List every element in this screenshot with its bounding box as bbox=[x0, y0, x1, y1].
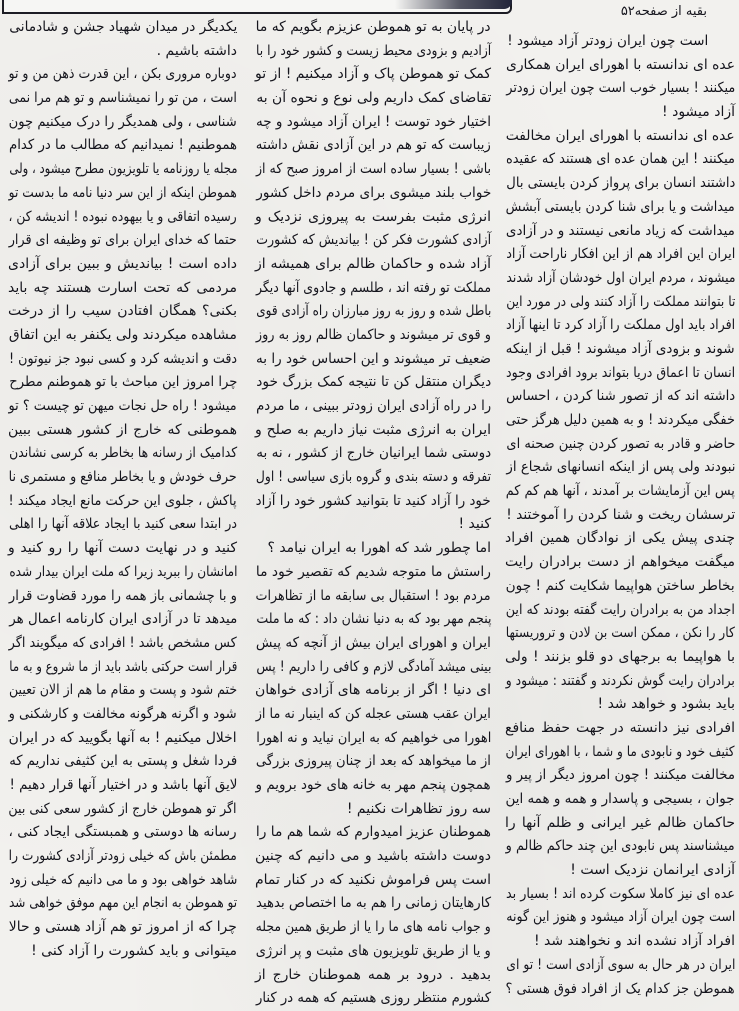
text-line: جوان ، بسیجی و پاسدار و همه و همه این bbox=[505, 791, 735, 807]
text-line: خواب بلند میشوی برای مردم داخل کشور bbox=[255, 184, 491, 201]
text-line: کار را نکن ، ممکن است بن لادن و تروریستها bbox=[505, 625, 735, 642]
text-line: راستش ما متوجه شدیم که تقصیر خود ما bbox=[255, 563, 491, 580]
text-line: خود را آزاد کنید تا بتوانید کشور خود را آزاد bbox=[255, 492, 491, 509]
text-line: امانشان را ببرید زیرا که ملت ایران بیدار شده bbox=[8, 563, 237, 580]
text-line: مطمئن باش که خیلی زودتر آزادی کشورت را bbox=[8, 848, 238, 865]
text-line: شود و اگرنه هرگونه مخالفت و کارشکنی و bbox=[8, 705, 237, 722]
paragraph bbox=[505, 954, 735, 1001]
text-line: تو هموطن به انجام این مهم موفق خواهی شد bbox=[8, 895, 237, 912]
text-line: انرژی مثبت بفرست به پیروزی نزدیک و bbox=[255, 208, 491, 225]
text-line: سه روز تظاهرات نکنیم ! bbox=[346, 800, 491, 817]
paragraph bbox=[505, 30, 735, 54]
text-line: آزاد شده و حاکمان ظالم برای همیشه از bbox=[255, 255, 491, 272]
text-line: دوست داشته باشید و می دانیم که چنین bbox=[255, 848, 491, 865]
text-line: و با چشمانی باز همه را مورد قضاوت قرار bbox=[8, 587, 237, 604]
text-line: در پایان به تو هموطن عزیزم بگویم که ما bbox=[255, 19, 491, 35]
text-line: چرا امروز این مباحث با تو هموطنم مطرح bbox=[8, 374, 237, 391]
text-line: کنید و در نهایت دست آنها را رو کنید و bbox=[8, 540, 237, 557]
text-line: داشتند انسان برای پرواز کردن بایستی بال bbox=[505, 175, 735, 192]
text-line: باطل شده و روز به روز مبارزان راه آزادی قوی bbox=[255, 303, 491, 320]
text-line: انسان تا اعماق دریا بتواند برود افرادی وجود bbox=[505, 364, 735, 381]
text-line: ایران عقب هستی عجله کن که اینبار نه ما از bbox=[255, 705, 491, 722]
text-line: اجداد من به برادران رایت گفته بودند که این bbox=[505, 601, 735, 618]
text-line: شاهد خواهی بود و ما می دانیم که خیلی زود bbox=[8, 871, 238, 888]
text-line: قرار است حرکتی باشد باید از ما شروع و به ما bbox=[8, 658, 237, 675]
text-line: بدهید . درود بر همه هموطنان خارج از bbox=[255, 966, 491, 983]
text-line: عده ای ندانسته با اهورای ایران همکاری bbox=[505, 56, 735, 73]
text-line: از ما میخواهد که بعد از چنان پیروزی بزرگی bbox=[255, 753, 491, 770]
text-line: بکنی؟ همگان افتادن سیب را از درخت bbox=[8, 303, 237, 320]
text-line: میکنند ! بسیار خوب است چون ایران زودتر bbox=[505, 80, 735, 97]
text-line: آزاد میشود ! bbox=[662, 104, 735, 121]
text-line: حتما که خدای ایران برای تو وظیفه ای قرار bbox=[8, 232, 237, 249]
continued-from-label: بقیه از صفحه۵۲ bbox=[620, 4, 707, 19]
text-line: ترسشان ریخت و شنا کردن را آموختند ! bbox=[505, 506, 735, 523]
text-line: کارهایتان زمانی را هم به ما اختصاص بدهید bbox=[255, 895, 491, 912]
text-line: ایران این افراد هم از این افکار ناراحت آزاد bbox=[505, 246, 735, 263]
paragraph bbox=[8, 513, 237, 797]
text-line: ختم شود و پست و مقام ما هم از الان تعیین bbox=[8, 682, 238, 699]
text-line: اخلال میکنیم ! به آنها بگویید که در ایران bbox=[8, 729, 237, 746]
box-frame-shadow bbox=[395, 0, 512, 9]
text-line: میداشت و یا برای شنا کردن بایستی آبشش bbox=[505, 198, 735, 215]
text-line: خفگی میکردند ! و به همین دلیل هرگز حتی bbox=[505, 412, 735, 428]
paragraph bbox=[505, 883, 735, 954]
text-line: افراد آزاد نشده اند و نخواهند شد ! bbox=[533, 933, 735, 950]
text-line: تفرقه و دسته بندی و گروه بازی سیاسی ! اول bbox=[255, 469, 491, 486]
text-line: لایق آنها باشد و در اختیار آنها قرار دهیم ! bbox=[8, 777, 237, 793]
text-line: است چون ایران آزاد میشود و هنوز این گونه bbox=[505, 909, 735, 926]
text-line: دیگران منتقل کن تا نتیجه کمک بزرگ خود bbox=[255, 374, 491, 391]
text-line: پاکش ، جلوی این حرکت مانع ایجاد میکند ! bbox=[8, 492, 238, 509]
text-line: افرادی نیز دانسته در جهت حفظ منافع bbox=[505, 719, 735, 736]
text-line: افراد باید اول مملکت را آزاد کرد تا اینها آزاد bbox=[505, 317, 735, 334]
paragraph bbox=[8, 63, 237, 371]
text-line: در ابتدا سعی کنید با ایجاد علاقه آنها را اهلی bbox=[8, 516, 238, 533]
text-line: است چون ایران زودتر آزاد میشود ! bbox=[506, 33, 708, 49]
paragraph bbox=[255, 537, 491, 561]
text-line: و یا از طریق تلویزیون های مثبت و پر انرژی bbox=[255, 942, 491, 959]
text-line: رسیده اتفاقی و یا بیهوده نبوده ! اندیشه کن ، bbox=[8, 208, 237, 225]
text-line: پنجم مهر بود که به دنیا نشان داد : که ما ملت bbox=[255, 611, 491, 628]
text-line: اگر تو هموطن خارج از کشور سعی کنی بین bbox=[8, 800, 238, 817]
text-line: برادران رایت گوش نکردند و گفتند : میشود و bbox=[505, 672, 735, 689]
paragraph bbox=[505, 717, 735, 883]
text-line: آزادی کشورت فکر کن ! بیاندیش که کشورت bbox=[255, 232, 491, 249]
column-right bbox=[505, 0, 735, 1001]
text-line: رسانه ها دوستی و همبستگی ایجاد کنی ، bbox=[8, 824, 238, 841]
text-line: شوند و بزودی آزاد میشوند ! قبل از اینکه bbox=[505, 340, 735, 357]
paragraph bbox=[255, 16, 491, 537]
text-line: هموطن جز کدام یک از افراد فوق هستی ؟ bbox=[505, 980, 735, 997]
text-line: مردمی که تحت اسارت هستند چه باید bbox=[8, 279, 237, 296]
text-line: میکنند ! این همان عده ای هستند که عقیده bbox=[505, 151, 735, 168]
text-line: اهورا می خواهیم که به ایران نیاید و نه اهورا bbox=[255, 729, 491, 746]
text-line: حاضر و قادر به تصور کردن چنین صحنه ای bbox=[505, 435, 735, 452]
text-line: میتوانی و باید کشورت را آزاد کنی ! bbox=[31, 942, 237, 959]
text-line: هموطنیم ! نمیدانیم که مطالب ما در کدام bbox=[8, 137, 237, 154]
text-line: است پس فراموش نکنید که در کنار تمام bbox=[255, 871, 491, 888]
text-line: کمک تو هموطن پاک و آزاد میکنیم ! از تو bbox=[255, 66, 491, 83]
text-line: حاکمان ظالم غیر ایرانی و ظلم آنها را bbox=[505, 814, 735, 831]
text-line: بخاطر ساختن هواپیما شکایت کنم ! چون bbox=[505, 577, 735, 594]
text-line: مخالفت میکنند ! چون امروز دیگر از پیر و bbox=[505, 767, 735, 784]
text-line: کشورم منتظر روزی هستیم که همه در کنار bbox=[255, 990, 491, 1007]
column-right-body bbox=[505, 30, 735, 1001]
text-line: با هواپیما به برجهای دو قلو بزنند ! ولی bbox=[505, 648, 735, 665]
text-line: ایران و اهورای ایران بیش از آنچه که پیش bbox=[255, 634, 491, 651]
text-line: و قوی تر میشوند و حاکمان ظالم روز به روز bbox=[255, 326, 491, 343]
text-line: آزادی ایرانمان نزدیک است ! bbox=[570, 862, 735, 879]
paragraph bbox=[505, 54, 735, 125]
text-line: ای دنیا ! اگر از برنامه های آزادی خواهان bbox=[255, 682, 491, 699]
column-middle bbox=[255, 16, 491, 1011]
text-line: کثیف خود و نابودی ما و شما ، با اهورای ایران bbox=[505, 743, 735, 760]
text-line: چندی پیش یکی از نوادگان همین افراد bbox=[505, 530, 735, 547]
text-line: اختیار خود توست ! ایران آزاد میشود و چه bbox=[255, 113, 491, 130]
text-line: میشوند ، مردم ایران اول خودشان آزاد شدند bbox=[505, 269, 735, 286]
paragraph bbox=[8, 371, 237, 513]
text-line: داده است ! بیاندیش و ببین برای آزادی bbox=[8, 255, 237, 272]
text-line: هموطن اینکه از این سر دنیا نامه ما بدست تو bbox=[8, 184, 237, 201]
text-line: همچون پنجم مهر به خانه های خود برویم و bbox=[255, 777, 491, 793]
paragraph bbox=[255, 821, 491, 1011]
text-line: میشناسند پس نابودی این چند حاکم ظالم و bbox=[505, 838, 735, 855]
text-line: تا بتوانند مملکت را آزاد کنند ولی در مورد این bbox=[505, 293, 735, 310]
text-line: را در راه آزادی ایران زودتر ببینی ، ما مردم bbox=[255, 398, 491, 414]
text-line: است ، من تو را نمیشناسم و تو هم مرا نمی bbox=[8, 90, 238, 107]
text-line: مشاهده میکردند ولی یکنفر به این اتفاق bbox=[8, 326, 238, 343]
paragraph bbox=[8, 798, 237, 964]
text-line: نبودند ولی پس از اینکه انسانهای شجاع از bbox=[505, 459, 735, 476]
text-line: آزادیم و بزودی محیط زیست و کشور خود را با bbox=[255, 42, 491, 59]
text-line: کس مشخص باشد ! افرادی که میگویند اگر bbox=[8, 634, 238, 651]
text-line: باید بشود و خواهد شد ! bbox=[597, 696, 735, 713]
text-line: میگفت میخواهم از دست برادران رایت bbox=[505, 554, 735, 571]
text-line: تقاضای کمک داریم ولی نوع و نحوه آن به bbox=[255, 90, 491, 107]
text-line: باشی ! بسیار ساده است از امروز صبح که از bbox=[255, 161, 491, 178]
text-line: بینی میشد آمادگی لازم و کافی را داریم ! پس bbox=[255, 658, 491, 675]
text-line: ایران به انرژی مثبت نیاز داریم به صلح و bbox=[255, 421, 491, 438]
column-middle-body bbox=[255, 16, 491, 1011]
text-line: میدهد تا در آزادی ایران کارنامه اعمال هر bbox=[8, 611, 238, 628]
text-line: پس این آزمایشات بر آمدند ، آنها هم کم کم bbox=[505, 483, 735, 500]
text-line: عده ای نیز کاملا سکوت کرده اند ! بسیار بد bbox=[505, 885, 735, 902]
text-line: مملکت تو رفته اند ، طلسم و جادوی آنها دیگر bbox=[255, 279, 491, 296]
text-line: اما چطور شد که اهورا به ایران نیامد ؟ bbox=[267, 540, 491, 557]
text-line: هموطنان عزیز امیدوارم که شما هم ما را bbox=[255, 824, 491, 841]
text-line: عده ای ندانسته با اهورای ایران مخالفت bbox=[505, 127, 735, 144]
text-line: کدامیک از رسانه ها بخاطر به کرسی نشاندن bbox=[8, 445, 237, 462]
text-line: یکدیگر در میدان شهیاد جشن و شادمانی bbox=[8, 19, 237, 35]
text-line: ضعیف تر میشوند و این احساس خود را به bbox=[255, 350, 491, 367]
text-line: دوباره مروری بکن ، این قدرت ذهن من و تو bbox=[8, 66, 238, 83]
text-line: چرا که از امروز تو هم آزاد هستی و حالا bbox=[8, 919, 238, 936]
text-line: فردا شغل و پستی به این کثیفی نداریم که bbox=[8, 753, 237, 770]
text-line: داشته باشیم . bbox=[156, 42, 237, 59]
text-line: مردم بود ! استقبال بی سابقه ما از تظاهرات bbox=[255, 587, 491, 604]
column-left bbox=[8, 16, 237, 964]
paragraph bbox=[505, 125, 735, 717]
paragraph bbox=[8, 16, 237, 63]
text-line: کنید ! bbox=[458, 516, 491, 533]
text-line: میداشت که زیاد مانعی نیستند و در آزادی bbox=[505, 222, 735, 239]
text-line: میشود ! راه حل نجات میهن تو چیست ؟ تو bbox=[8, 398, 237, 414]
text-line: مجله یا روزنامه یا تلویزیون مطرح میشود ، ولی bbox=[8, 161, 237, 178]
text-line: حرف خودش و یا بخاطر منافع و مستمری نا bbox=[8, 469, 237, 486]
text-line: دوستی شما ایرانیان خارج از کشور ، نه به bbox=[255, 445, 491, 462]
text-line: زیباست که تو هم در این آزادی نقش داشته bbox=[255, 137, 491, 154]
text-line: ایران در هر حال به سوی آزادی است ! تو ای bbox=[505, 956, 735, 973]
text-line: و جواب نامه های ما را یا از طریق همین مجله bbox=[255, 919, 491, 936]
text-line: هموطنی که خارج از کشور هستی ببین bbox=[8, 421, 237, 438]
column-left-body bbox=[8, 16, 237, 964]
text-line: دقت و اندیشه کرد و کسی نبود جز نیوتون ! bbox=[8, 350, 238, 367]
text-line: شناسی ، ولی همدیگر را درک میکنیم چون bbox=[8, 113, 237, 130]
text-line: داشته اند که از تصور شنا کردن ، احساس bbox=[505, 388, 735, 405]
paragraph bbox=[255, 561, 491, 822]
